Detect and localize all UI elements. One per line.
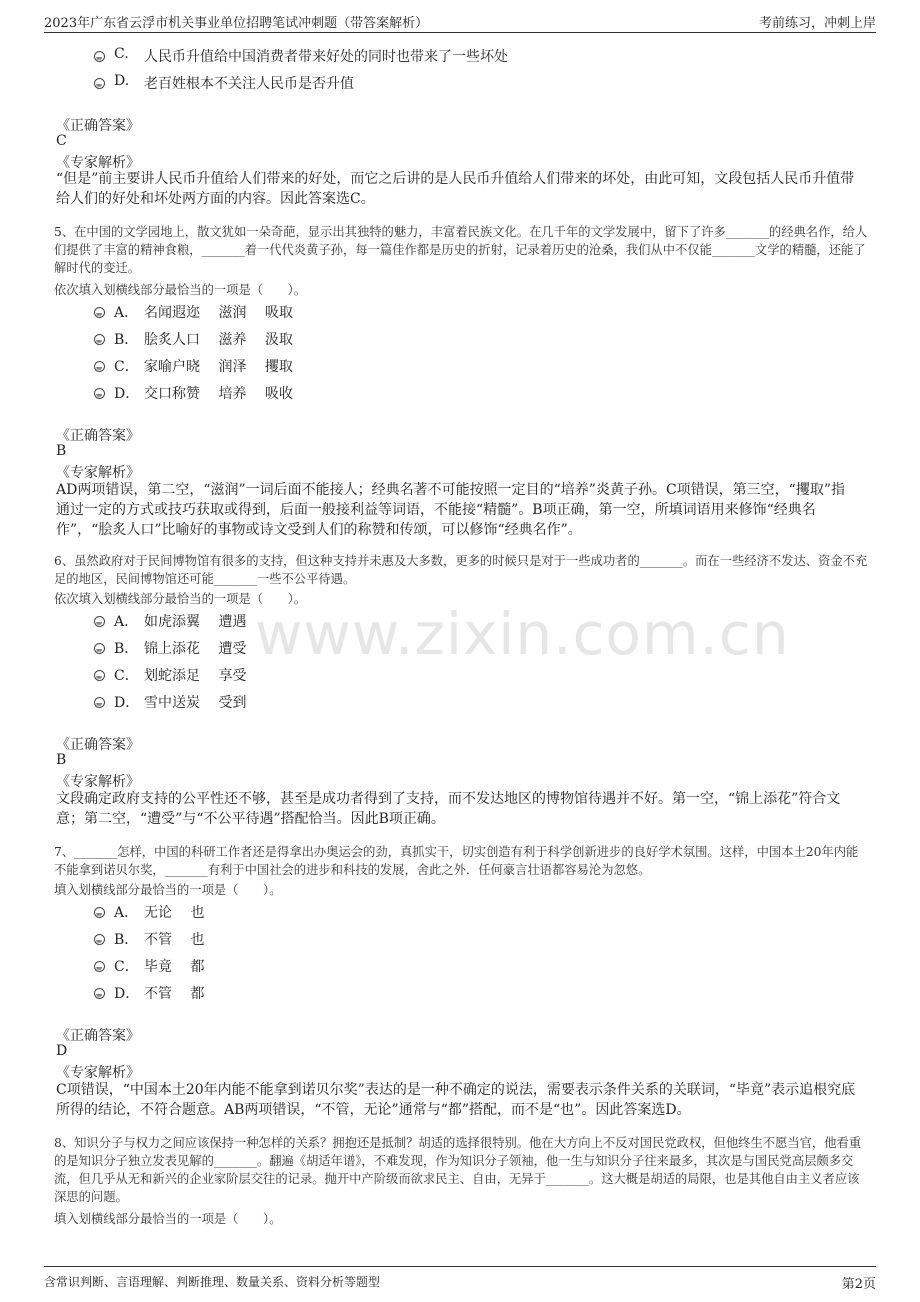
option-letter: D． (114, 986, 140, 1002)
answer-value: B (56, 752, 67, 768)
option-letter: C． (114, 959, 139, 975)
option-letter: B． (114, 332, 139, 348)
question-8-stem: 8、知识分子与权力之间应该保持一种怎样的关系？拥抱还是抵制？胡适的选择很特别。他在大方向上不反对国民党政权，但他终生不愿当官，他看重的是知识分子独立发表见解的_______。翻遍《胡适年谱》，不难发现，作为知识分子领袖，他一生与知识分子往来最多，其次是与国民党高层颇多交流，但几乎从无和新兴的企业家阶层交往的记录。抛开中产阶级而欲求民主、自由，无异于_______。这大概是胡适的局限，也是其他自由主义者应该深思的问题。 (54, 1136, 862, 1204)
explanation-label: 《专家解析》 (56, 1065, 140, 1081)
radio-icon[interactable] (94, 388, 105, 399)
question-8-prompt: 填入划横线部分最恰当的一项是（ ）。 (54, 1212, 282, 1226)
option-text: 雪中送炭 受到 (144, 695, 247, 711)
page-number: 第2页 (841, 1277, 876, 1292)
option-text: 不管 也 (144, 932, 205, 948)
option-text: 不管 都 (144, 986, 205, 1002)
option-letter: A． (114, 905, 139, 921)
radio-icon[interactable] (94, 307, 105, 318)
option-text: 锦上添花 遭受 (144, 641, 247, 657)
radio-icon[interactable] (94, 670, 105, 681)
answer-label: 《正确答案》 (56, 428, 140, 444)
option-text: 毕竟 都 (144, 959, 205, 975)
answer-value: B (56, 443, 67, 459)
option-letter: C. (114, 46, 129, 62)
option-letter: D． (114, 386, 140, 402)
answer-label: 《正确答案》 (56, 1028, 140, 1044)
radio-icon[interactable] (94, 934, 105, 945)
question-6-stem: 6、虽然政府对于民间博物馆有很多的支持，但这种支持并未惠及大多数，更多的时候只是对于一些成功者的_______。而在一些经济不发达、资金不充足的地区，民间博物馆还可能_______一些不公平待遇。 (54, 554, 868, 586)
option-text: 老百姓根本不关注人民币是否升值 (144, 76, 354, 92)
option-letter: B． (114, 641, 139, 657)
explanation-label: 《专家解析》 (56, 155, 140, 171)
radio-icon[interactable] (94, 334, 105, 345)
answer-label: 《正确答案》 (56, 737, 140, 753)
radio-icon[interactable] (94, 988, 105, 999)
radio-icon[interactable] (94, 961, 105, 972)
question-7-prompt: 填入划横线部分最恰当的一项是（ ）。 (54, 883, 282, 897)
option-letter: A． (114, 305, 139, 321)
page-footer (44, 1266, 876, 1293)
radio-icon[interactable] (94, 51, 105, 62)
explanation-text: AD两项错误，第二空，“滋润”一词后面不能接人；经典名著不可能按照一定目的“培养”炎黄子孙。C项错误，第三空，“攫取”指通过一定的方式或技巧获取或得到，后面一般接利益等词语，不能接“精髓”。B项正确，第一空，所填词语用来修饰“经典名作”，“脍炙人口”比喻好的事物或诗文受到人们的称赞和传颂，可以修饰“经典名作”。 (56, 482, 845, 538)
radio-icon[interactable] (94, 78, 105, 89)
option-text: 划蛇添足 享受 (144, 668, 247, 684)
radio-icon[interactable] (94, 616, 105, 627)
option-text: 名闻遐迩 滋润 吸取 (144, 305, 293, 321)
option-letter: D． (114, 695, 140, 711)
option-letter: D. (114, 73, 130, 89)
question-5-prompt: 依次填入划横线部分最恰当的一项是（ ）。 (54, 283, 307, 297)
option-letter: A． (114, 614, 139, 630)
answer-value: D (56, 1043, 68, 1059)
watermark: www.zixin.com.cn (255, 600, 790, 668)
answer-value: C (56, 133, 67, 149)
option-text: 无论 也 (144, 905, 205, 921)
explanation-text: 文段确定政府支持的公平性还不够，甚至是成功者得到了支持，而不发达地区的博物馆待遇并不好。第一空，“锦上添花”符合文意；第二空，“遭受”与“不公平待遇”搭配恰当。因此B项正确。 (56, 791, 841, 827)
question-6-prompt: 依次填入划横线部分最恰当的一项是（ ）。 (54, 592, 307, 606)
option-text: 人民币升值给中国消费者带来好处的同时也带来了一些坏处 (144, 49, 508, 65)
radio-icon[interactable] (94, 643, 105, 654)
page-header (44, 10, 876, 33)
option-text: 如虎添翼 遭遇 (144, 614, 247, 630)
radio-icon[interactable] (94, 361, 105, 372)
answer-label: 《正确答案》 (56, 118, 140, 134)
footer-note: 含常识判断、言语理解、判断推理、数量关系、资料分析等题型 (44, 1275, 381, 1289)
option-text: 家喻户晓 润泽 攫取 (144, 359, 293, 375)
option-text: 交口称赞 培养 吸收 (144, 386, 293, 402)
explanation-label: 《专家解析》 (56, 774, 140, 790)
question-7-stem: 7、_______怎样，中国的科研工作者还是得拿出办奥运会的劲，真抓实干，切实创造有利于科学创新进步的良好学术氛围。这样，中国本土20年内能不能拿到诺贝尔奖，_______有利于中国社会的进步和科技的发展，舍此之外．任何豪言壮语都容易沦为忽悠。 (54, 845, 859, 877)
option-letter: B． (114, 932, 139, 948)
radio-icon[interactable] (94, 697, 105, 708)
option-letter: C． (114, 668, 139, 684)
question-5-stem: 5、在中国的文学园地上，散文犹如一朵奇葩，显示出其独特的魅力，丰富着民族文化。在几千年的文学发展中，留下了许多_______的经典名作，给人们提供了丰富的精神食粮，_______着一代代炎黄子孙，每一篇佳作都是历史的折射，记录着历史的沧桑，我们从中不仅能_______文学的精髓，还能了解时代的变迁。 (54, 225, 868, 275)
header-slogan: 考前练习，冲刺上岸 (758, 16, 876, 31)
option-letter: C． (114, 359, 139, 375)
header-title: 2023年广东省云浮市机关事业单位招聘笔试冲刺题（带答案解析） (44, 16, 429, 31)
explanation-label: 《专家解析》 (56, 465, 140, 481)
radio-icon[interactable] (94, 907, 105, 918)
option-text: 脍炙人口 滋养 汲取 (144, 332, 293, 348)
explanation-text: “但是”前主要讲人民币升值给人们带来的好处，而它之后讲的是人民币升值给人们带来的坏处，由此可知，文段包括人民币升值带给人们的好处和坏处两方面的内容。因此答案选C。 (56, 171, 855, 207)
explanation-text: C项错误，“中国本土20年内能不能拿到诺贝尔奖”表达的是一种不确定的说法，需要表示条件关系的关联词，“毕竟”表示追根究底所得的结论，不符合题意。AB两项错误，“不管，无论”通常与“都”搭配，而不是“也”。因此答案选D。 (56, 1082, 856, 1118)
